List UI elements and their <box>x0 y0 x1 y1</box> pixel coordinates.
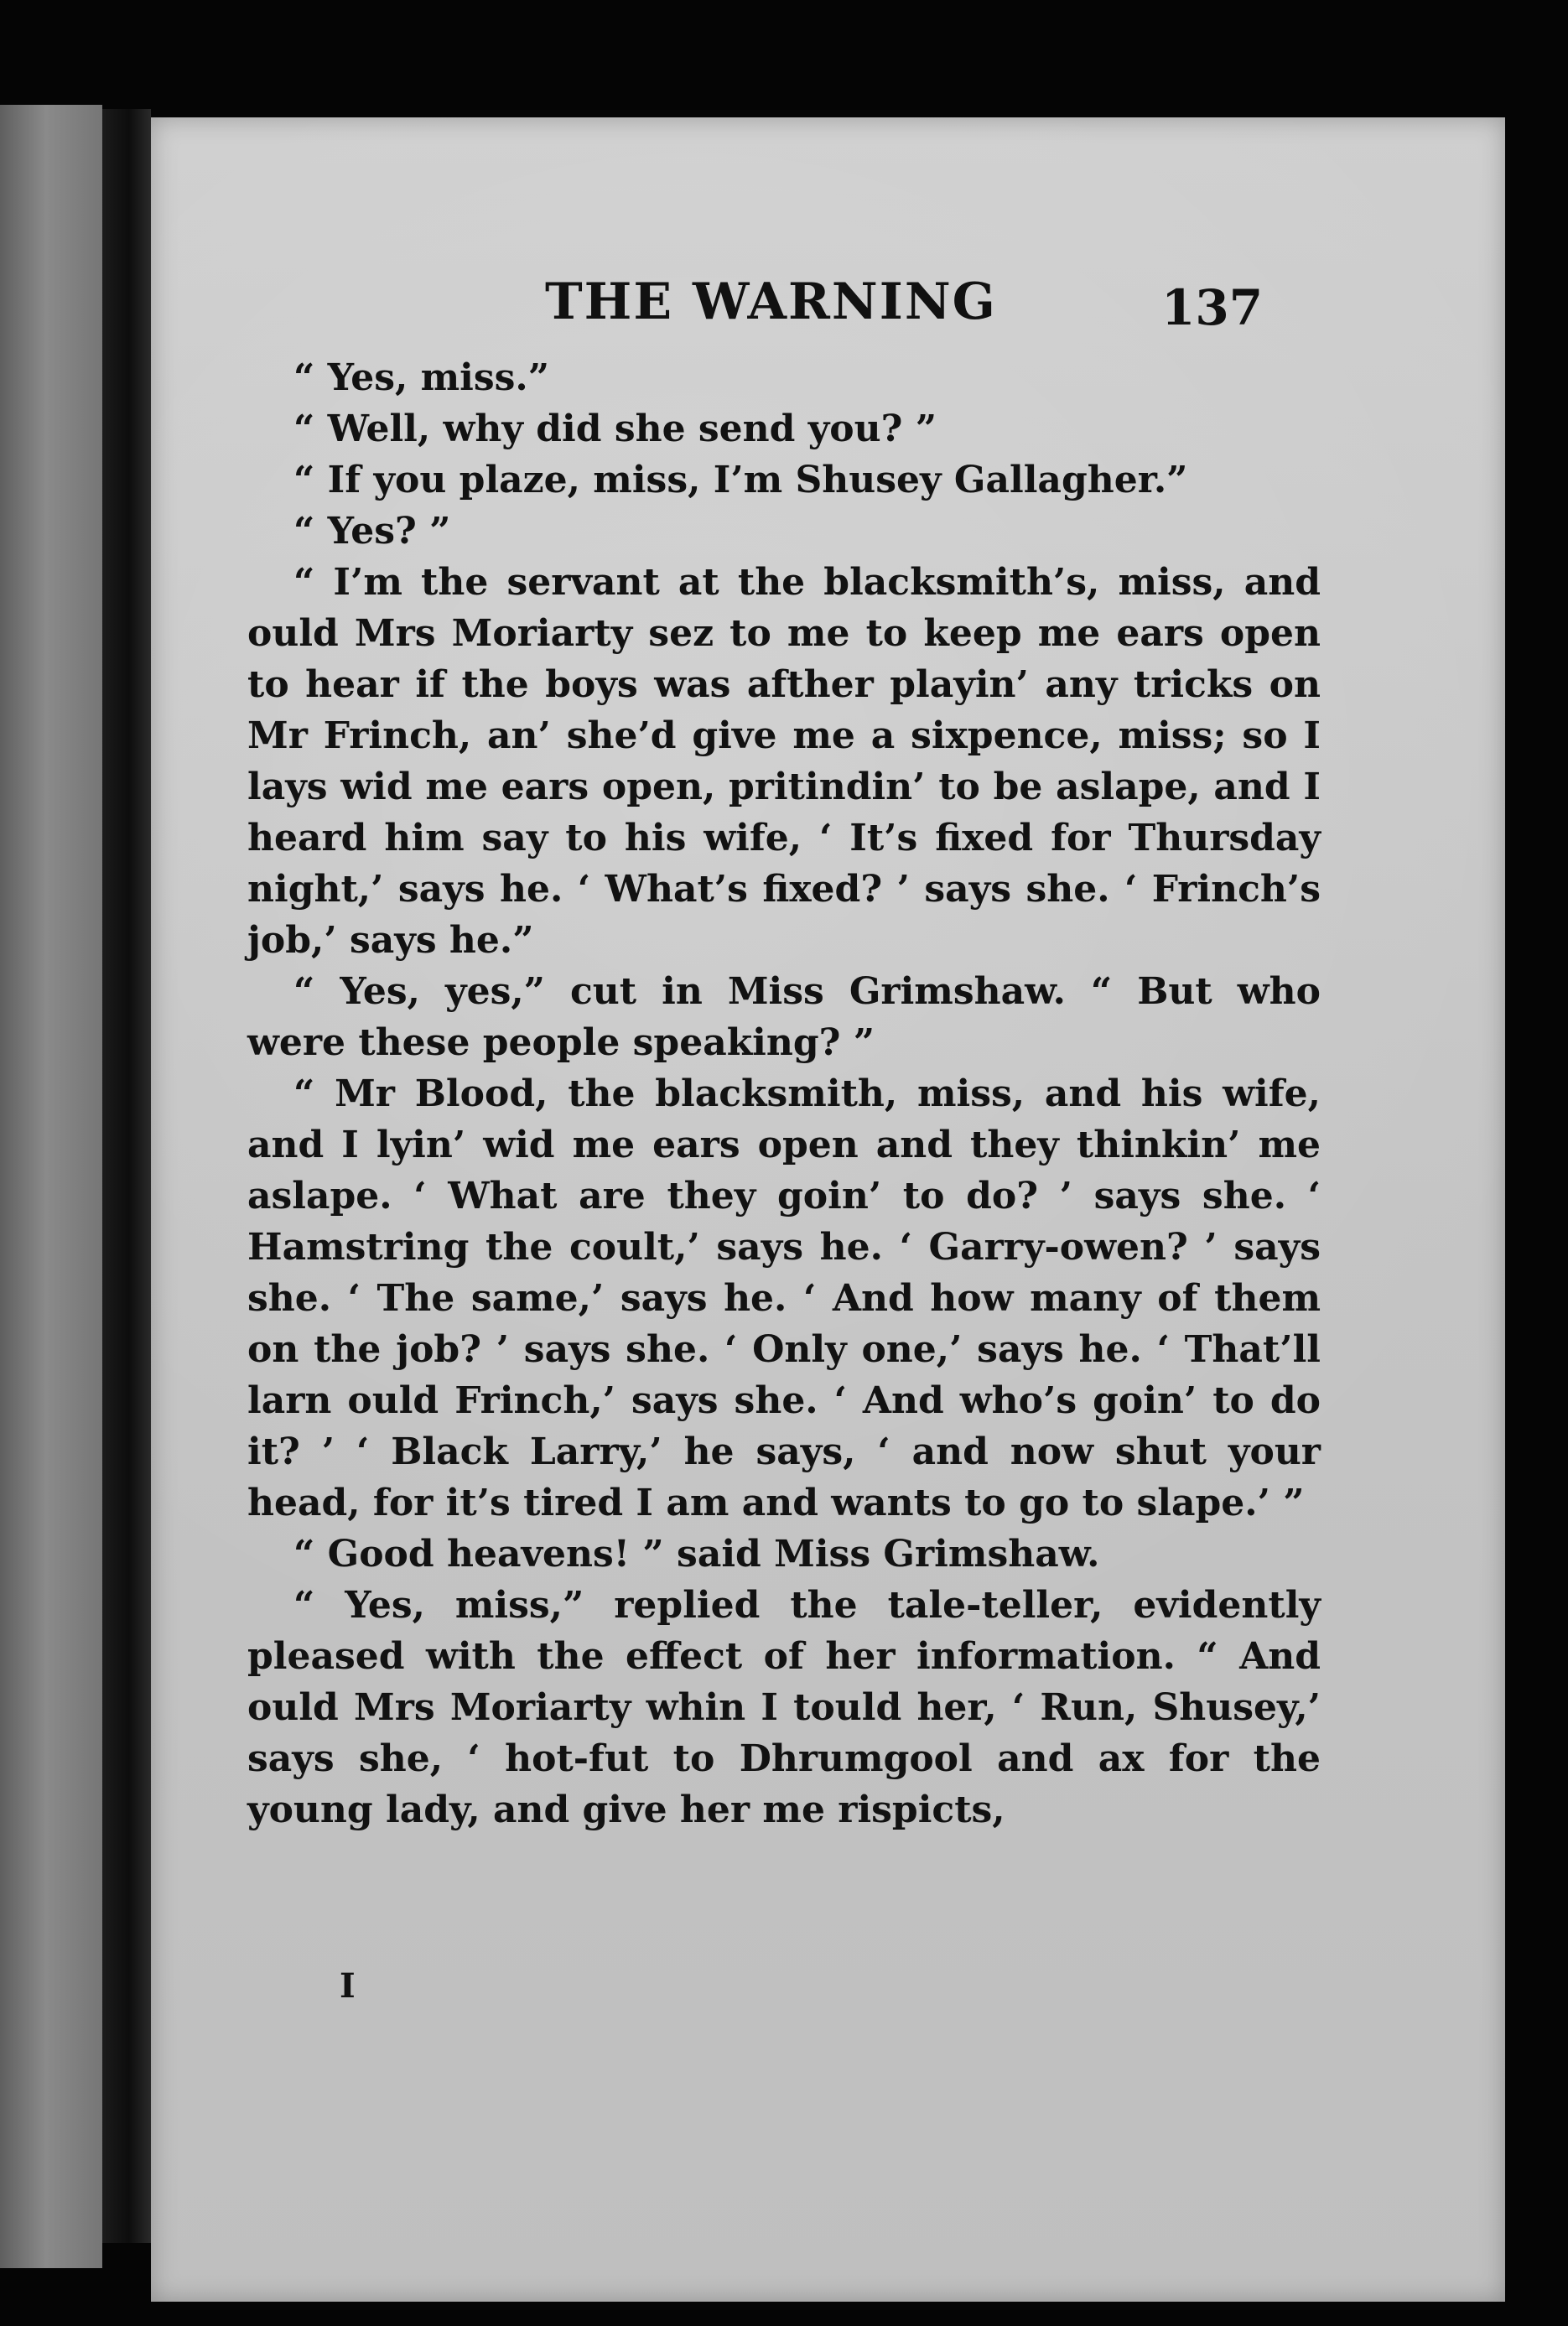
page-number: 137 <box>1161 279 1264 336</box>
paragraph-1: “ Yes, miss.” <box>293 356 550 399</box>
running-title: THE WARNING <box>545 273 997 331</box>
paragraph-3: “ If you plaze, miss, I’m Shusey Gallagher.” <box>293 459 1188 501</box>
paragraph-9: “ Yes, miss,” replied the tale-teller, evidently pleased with the effect of her information. “ And ould Mrs Moriarty whin I tould her, ‘ Run, Shusey,’ says she, ‘ hot-fut to Dhrumgool and ax for the young lady, and give her me rispicts, <box>247 1584 1321 1831</box>
paragraph-7: “ Mr Blood, the blacksmith, miss, and his wife, and I lyin’ wid me ears open and they thinkin’ me aslape. ‘ What are they goin’ to do? ’ says she. ‘ Hamstring the coult,’ says he. ‘ Garry-owen? ’ says she. ‘ The same,’ says he. ‘ And how many of them on the job? ’ says she. ‘ Only one,’ says he. ‘ That’ll larn ould Frinch,’ says she. ‘ And who’s goin’ to do it? ’ ‘ Black Larry,’ he says, ‘ and now shut your head, for it’s tired I am and wants to go to slape.’ ” <box>247 1072 1321 1524</box>
left-page-edge <box>0 105 102 2268</box>
page-body <box>247 352 1321 1835</box>
paragraph-8: “ Good heavens! ” said Miss Grimshaw. <box>293 1533 1100 1576</box>
paragraph-5: “ I’m the servant at the blacksmith’s, miss, and ould Mrs Moriarty sez to me to keep me ears open to hear if the boys was afther playin’ any tricks on Mr Frinch, an’ she’d give me a sixpence, miss; so I lays wid me ears open, pritindin’ to be aslape, and I heard him say to his wife, ‘ It’s fixed for Thursday night,’ says he. ‘ What’s fixed? ’ says she. ‘ Frinch’s job,’ says he.” <box>247 561 1321 962</box>
signature-mark: I <box>340 1966 356 2006</box>
paragraph-6: “ Yes, yes,” cut in Miss Grimshaw. “ But who were these people speaking? ” <box>247 970 1321 1064</box>
book-page <box>151 117 1505 2302</box>
paragraph-2: “ Well, why did she send you? ” <box>293 408 937 450</box>
page-header <box>151 273 1505 340</box>
book-gutter <box>102 109 151 2243</box>
paragraph-4: “ Yes? ” <box>293 510 451 553</box>
